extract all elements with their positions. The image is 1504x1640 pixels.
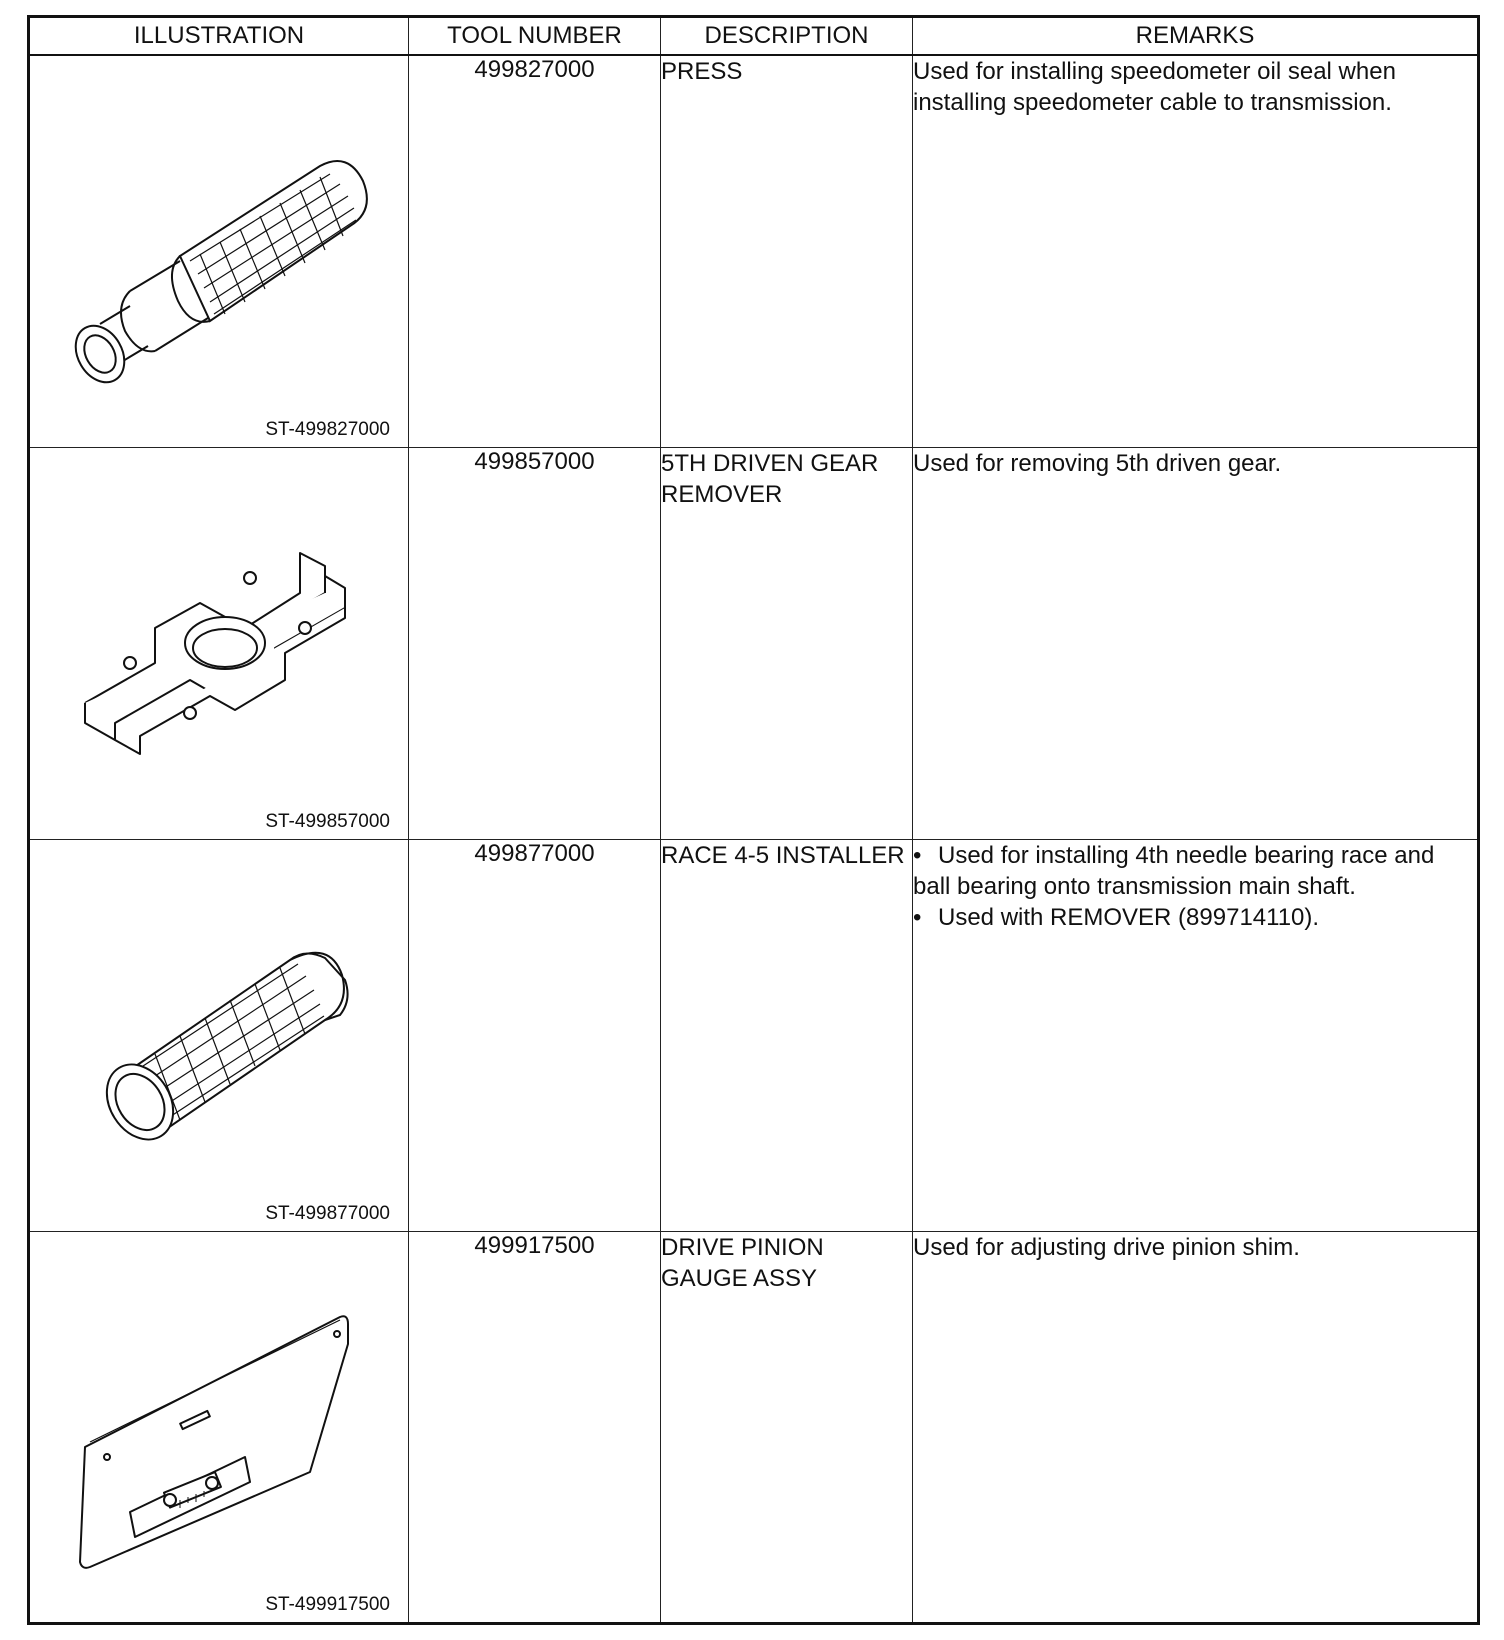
special-tools-table: [27, 15, 1480, 1625]
race-installer-illustration: [30, 840, 410, 1232]
table-row: [29, 447, 1479, 839]
tool-description: PRESS: [661, 55, 913, 447]
tool-number: 499917500: [409, 1231, 661, 1623]
tool-remarks: [913, 839, 1479, 1231]
image-code: ST-499917500: [265, 1593, 390, 1615]
illustration-cell: [29, 839, 409, 1231]
table-row: [29, 55, 1479, 447]
header-illustration: ILLUSTRATION: [29, 17, 409, 56]
image-code: ST-499827000: [265, 418, 390, 440]
tool-remarks: Used for removing 5th driven gear.: [913, 447, 1479, 839]
tool-description: DRIVE PINION GAUGE ASSY: [661, 1231, 913, 1623]
list-item: • Used for installing 4th needle bearing race and ball bearing onto transmission main shaft.: [913, 841, 1435, 900]
header-description: DESCRIPTION: [661, 17, 913, 56]
header-tool-number: TOOL NUMBER: [409, 17, 661, 56]
illustration-cell: [29, 55, 409, 447]
table-row: [29, 1231, 1479, 1623]
remarks-list: [913, 840, 1477, 933]
tool-number: 499857000: [409, 447, 661, 839]
tool-description: 5TH DRIVEN GEAR REMOVER: [661, 447, 913, 839]
table-row: [29, 839, 1479, 1231]
illustration-cell: [29, 1231, 409, 1623]
press-tool-illustration: [30, 56, 410, 448]
tool-number: 499827000: [409, 55, 661, 447]
tool-remarks: Used for adjusting drive pinion shim.: [913, 1231, 1479, 1623]
pinion-gauge-illustration: [30, 1232, 410, 1624]
image-code: ST-499877000: [265, 1202, 390, 1224]
tool-number: 499877000: [409, 839, 661, 1231]
gear-remover-illustration: [30, 448, 410, 840]
header-row: [29, 17, 1479, 56]
header-remarks: REMARKS: [913, 17, 1479, 56]
illustration-cell: [29, 447, 409, 839]
tool-remarks: Used for installing speedometer oil seal when installing speedometer cable to transmission.: [913, 55, 1479, 447]
image-code: ST-499857000: [265, 810, 390, 832]
list-item: • Used with REMOVER (899714110).: [913, 903, 1320, 931]
tool-description: RACE 4-5 INSTALLER: [661, 839, 913, 1231]
